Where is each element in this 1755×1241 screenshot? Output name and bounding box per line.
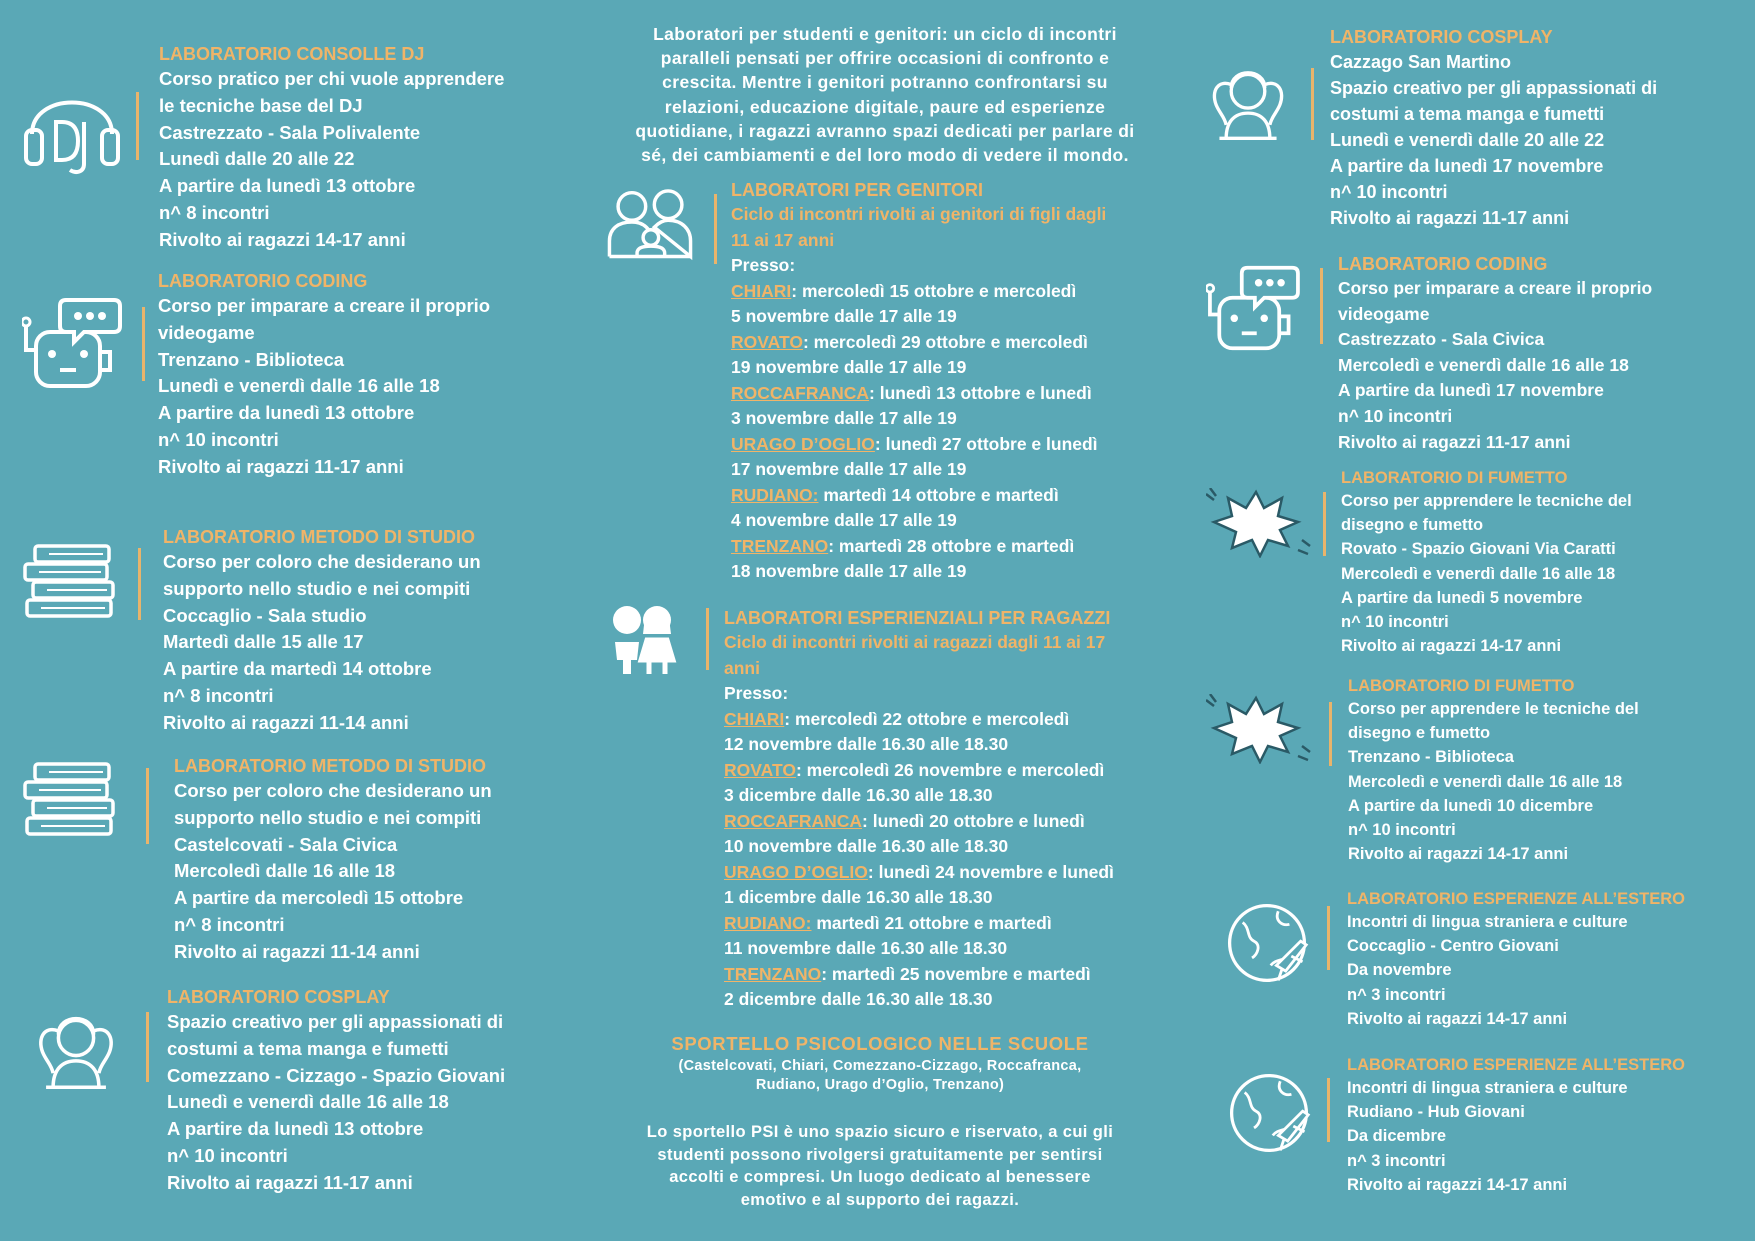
kids-entry: TRENZANO: martedì 25 novembre e martedì (724, 963, 1091, 984)
globe-plane-icon (1226, 1070, 1312, 1156)
entry-date: 4 novembre dalle 17 alle 19 (731, 510, 957, 530)
lab-line: Incontri di lingua straniera e culture (1347, 913, 1628, 931)
place-link[interactable]: ROCCAFRANCA (731, 382, 870, 403)
lab-line: Rovato - Spazio Giovani Via Caratti (1341, 540, 1616, 559)
parents-presso: Presso: (731, 255, 796, 275)
entry-date: 3 novembre dalle 17 alle 19 (731, 408, 957, 428)
lab-line: Lunedì e venerdì dalle 16 alle 18 (158, 375, 440, 397)
comic-burst-icon (1206, 694, 1312, 764)
lab-line: Rivolto ai ragazzi 11-17 anni (158, 455, 404, 477)
lab-line: Corso per apprendere le tecniche del (1348, 700, 1639, 718)
lab-line: Rivolto ai ragazzi 11-14 anni (174, 940, 420, 962)
parents-subtitle: 11 ai 17 anni (731, 229, 835, 250)
lab-line: Da dicembre (1347, 1127, 1447, 1146)
lab-line: Rivolto ai ragazzi 14-17 anni (159, 228, 406, 250)
lab-line: Mercoledì e venerdì dalle 16 alle 18 (1338, 354, 1629, 375)
kids-section (724, 606, 1114, 1013)
lab-line: Martedì dalle 15 alle 17 (163, 631, 364, 653)
parents-entry: RUDIANO: martedì 14 ottobre e martedì (731, 484, 1059, 505)
entry-date: 19 novembre dalle 17 alle 19 (731, 357, 967, 377)
kids-subtitle: anni (724, 657, 760, 678)
divider (1323, 492, 1326, 556)
kids-presso: Presso: (724, 683, 789, 703)
divider (138, 548, 141, 620)
lab-line: Coccaglio - Sala studio (163, 604, 367, 626)
lab-card-left-2 (163, 525, 481, 737)
lab-title: LABORATORIO DI FUMETTO (1341, 469, 1568, 487)
lab-title: LABORATORIO METODO DI STUDIO (163, 527, 476, 547)
lab-line: costumi a tema manga e fumetti (1330, 104, 1605, 124)
lab-line: Corso per imparare a creare il proprio (158, 295, 491, 316)
parents-subtitle: Ciclo di incontri rivolti ai genitori di figli dagli (731, 204, 1107, 224)
lab-line: Rivolto ai ragazzi 14-17 anni (1348, 845, 1569, 864)
divider (142, 307, 145, 381)
globe-plane-icon (1224, 900, 1310, 986)
lab-line: n^ 3 incontri (1347, 985, 1446, 1004)
parents-entry: ROCCAFRANCA: lunedì 13 ottobre e lunedì (731, 382, 1092, 403)
kids-subtitle: Ciclo di incontri rivolti ai ragazzi dagli 11 ai 17 (724, 632, 1106, 652)
lab-line: disegno e fumetto (1341, 516, 1484, 535)
lab-card-left-0 (159, 42, 504, 254)
lab-line: videogame (1338, 303, 1430, 324)
lab-line: A partire da lunedì 13 ottobre (167, 1118, 424, 1140)
kids-entry: CHIARI: mercoledì 22 ottobre e mercoledì (724, 708, 1070, 729)
lab-line: Spazio creativo per gli appassionati di (167, 1011, 504, 1032)
intro-line: relazioni, educazione digitale, paure ed esperienze (664, 96, 1106, 117)
lab-line: Lunedì e venerdì dalle 20 alle 22 (1330, 130, 1605, 150)
entry-date: 18 novembre dalle 17 alle 19 (731, 561, 967, 581)
divider (136, 92, 139, 160)
robot-chat-icon (1206, 264, 1300, 352)
lab-line: Mercoledì e venerdì dalle 16 alle 18 (1341, 564, 1616, 583)
lab-line: n^ 8 incontri (174, 913, 285, 935)
lab-line: Rivolto ai ragazzi 11-17 anni (1338, 431, 1571, 452)
parents-title: LABORATORI PER GENITORI (731, 180, 984, 200)
entry-date: 11 novembre dalle 16.30 alle 18.30 (724, 938, 1008, 958)
divider (1311, 68, 1314, 140)
books-icon (20, 542, 118, 620)
parents-entry: URAGO D’OGLIO: lunedì 27 ottobre e lunedì (731, 433, 1098, 454)
lab-line: Lunedì dalle 20 alle 22 (159, 148, 355, 170)
lab-line: Corso pratico per chi vuole apprendere (159, 68, 505, 89)
lab-line: A partire da lunedì 17 novembre (1330, 156, 1604, 176)
kids-entry: URAGO D’OGLIO: lunedì 24 novembre e lunedì (724, 861, 1114, 882)
intro-line: sé, dei cambiamenti e del loro modo di vedere il mondo. (641, 145, 1129, 166)
lab-line: Rivolto ai ragazzi 11-17 anni (1330, 208, 1570, 228)
lab-title: LABORATORIO CODING (158, 271, 368, 291)
entry-date: 1 dicembre dalle 16.30 alle 18.30 (724, 887, 993, 907)
kids-icon (606, 600, 678, 676)
sportello-body: accolti e compresi. Un luogo dedicato al benessere (669, 1168, 1091, 1186)
divider (1320, 268, 1323, 344)
lab-line: disegno e fumetto (1348, 724, 1491, 743)
lab-line: A partire da martedì 14 ottobre (163, 658, 432, 680)
lab-title: LABORATORIO ESPERIENZE ALL’ESTERO (1347, 890, 1685, 908)
sportello-body: studenti possono rivolgersi gratuitamente per sentirsi (657, 1145, 1103, 1164)
lab-title: LABORATORIO CODING (1338, 254, 1548, 274)
sportello-section (640, 1031, 1120, 1211)
lab-card-right-2 (1341, 467, 1632, 658)
lab-line: Castrezzato - Sala Polivalente (159, 121, 421, 143)
lab-line: A partire da mercoledì 15 ottobre (174, 887, 464, 909)
place-link[interactable]: RUDIANO: (731, 484, 819, 505)
family-icon (606, 180, 694, 264)
place-link[interactable]: URAGO D’OGLIO (731, 433, 875, 454)
lab-card-right-5 (1347, 1054, 1685, 1197)
sportello-body: emotivo e al supporto dei ragazzi. (740, 1190, 1020, 1209)
lab-line: Castelcovati - Sala Civica (174, 833, 398, 855)
lab-line: A partire da lunedì 17 novembre (1338, 380, 1604, 401)
lab-line: Comezzano - Cizzago - Spazio Giovani (167, 1064, 506, 1086)
entry-date: 5 novembre dalle 17 alle 19 (731, 306, 957, 326)
lab-line: Trenzano - Biblioteca (1348, 748, 1514, 767)
comic-burst-icon (1206, 488, 1312, 558)
lab-line: A partire da lunedì 13 ottobre (158, 402, 415, 424)
place-link[interactable]: CHIARI (724, 708, 785, 729)
kids-entry: ROVATO: mercoledì 26 novembre e mercoledì (724, 759, 1105, 780)
place-link[interactable]: URAGO D’OGLIO (724, 861, 868, 882)
intro-line: Laboratori per studenti e genitori: un ciclo di incontri (653, 24, 1117, 44)
lab-line: le tecniche base del DJ (159, 94, 363, 116)
robot-chat-icon (22, 296, 122, 390)
cosplay-girl-icon (1206, 46, 1290, 150)
intro-line: crescita. Mentre i genitori potranno confrontarsi su (662, 72, 1108, 93)
lab-line: n^ 8 incontri (159, 201, 270, 223)
lab-line: supporto nello studio e nei compiti (174, 806, 482, 828)
kids-entry: RUDIANO: martedì 21 ottobre e martedì (724, 912, 1052, 933)
lab-line: n^ 10 incontri (1341, 613, 1449, 632)
intro-text (600, 22, 1170, 167)
lab-line: Rudiano - Hub Giovani (1347, 1103, 1525, 1122)
lab-line: Mercoledì dalle 16 alle 18 (174, 860, 396, 882)
entry-date: 3 dicembre dalle 16.30 alle 18.30 (724, 785, 993, 805)
dj-headphones-icon (22, 72, 122, 176)
lab-line: Spazio creativo per gli appassionati di (1330, 78, 1658, 98)
lab-line: n^ 10 incontri (167, 1144, 288, 1166)
cosplay-girl-icon (32, 992, 120, 1098)
place-link[interactable]: TRENZANO (731, 535, 829, 556)
lab-line: Trenzano - Biblioteca (158, 348, 345, 370)
entry-date: 17 novembre dalle 17 alle 19 (731, 459, 967, 479)
parents-entry: ROVATO: mercoledì 29 ottobre e mercoledì (731, 331, 1088, 352)
kids-entry: ROCCAFRANCA: lunedì 20 ottobre e lunedì (724, 810, 1085, 831)
lab-line: Mercoledì e venerdì dalle 16 alle 18 (1348, 772, 1623, 791)
parents-entry: TRENZANO: martedì 28 ottobre e martedì (731, 535, 1075, 556)
divider (706, 608, 709, 670)
sportello-title: SPORTELLO PSICOLOGICO NELLE SCUOLE (671, 1033, 1089, 1054)
sportello-body: Lo sportello PSI è uno spazio sicuro e riservato, a cui gli (646, 1123, 1114, 1141)
lab-line: Cazzago San Martino (1330, 52, 1512, 72)
lab-line: n^ 8 incontri (163, 684, 274, 706)
lab-line: A partire da lunedì 10 dicembre (1348, 796, 1594, 815)
place-link[interactable]: ROVATO (731, 331, 803, 352)
divider (1329, 702, 1332, 766)
lab-line: Coccaglio - Centro Giovani (1347, 937, 1559, 956)
lab-line: Corso per apprendere le tecniche del (1341, 492, 1632, 510)
lab-line: n^ 10 incontri (1348, 821, 1456, 840)
divider (146, 1012, 149, 1082)
lab-line: A partire da lunedì 5 novembre (1341, 588, 1583, 607)
place-link[interactable]: TRENZANO (724, 963, 822, 984)
parents-section (731, 178, 1106, 585)
entry-date: 2 dicembre dalle 16.30 alle 18.30 (724, 989, 993, 1009)
kids-title: LABORATORI ESPERIENZIALI PER RAGAZZI (724, 608, 1111, 628)
lab-line: n^ 10 incontri (158, 428, 279, 450)
lab-line: n^ 10 incontri (1338, 405, 1453, 426)
divider (146, 768, 149, 844)
parents-entry: CHIARI: mercoledì 15 ottobre e mercoledì (731, 280, 1077, 301)
entry-date: 12 novembre dalle 16.30 alle 18.30 (724, 734, 1009, 754)
divider (1327, 1078, 1330, 1142)
lab-line: n^ 3 incontri (1347, 1151, 1446, 1170)
lab-line: Incontri di lingua straniera e culture (1347, 1079, 1628, 1097)
lab-title: LABORATORIO CONSOLLE DJ (159, 44, 425, 64)
lab-line: videogame (158, 321, 255, 343)
lab-title: LABORATORIO ESPERIENZE ALL’ESTERO (1347, 1056, 1685, 1074)
place-link[interactable]: CHIARI (731, 280, 792, 301)
lab-line: Rivolto ai ragazzi 11-17 anni (167, 1171, 413, 1193)
lab-line: Rivolto ai ragazzi 14-17 anni (1347, 1009, 1568, 1028)
lab-line: Da novembre (1347, 961, 1452, 980)
lab-line: Rivolto ai ragazzi 14-17 anni (1347, 1175, 1568, 1194)
lab-card-right-3 (1348, 675, 1639, 866)
lab-line: n^ 10 incontri (1330, 182, 1448, 202)
lab-line: Corso per imparare a creare il proprio (1338, 278, 1653, 298)
place-link[interactable]: ROVATO (724, 759, 796, 780)
lab-title: LABORATORIO DI FUMETTO (1348, 677, 1575, 695)
place-link[interactable]: RUDIANO: (724, 912, 812, 933)
lab-line: Rivolto ai ragazzi 11-14 anni (163, 711, 409, 733)
sportello-places: (Castelcovati, Chiari, Comezzano-Cizzago, Roccafranca, (678, 1058, 1082, 1074)
lab-card-right-1 (1338, 252, 1652, 455)
lab-line: supporto nello studio e nei compiti (163, 577, 471, 599)
books-icon (20, 760, 118, 838)
lab-card-left-3 (174, 754, 492, 966)
lab-line: Corso per coloro che desiderano un (174, 780, 492, 801)
intro-line: quotidiane, i ragazzi avranno spazi dedicati per parlare di (635, 120, 1135, 141)
lab-card-left-1 (158, 269, 490, 481)
sportello-places: Rudiano, Urago d’Oglio, Trenzano) (755, 1077, 1005, 1093)
place-link[interactable]: ROCCAFRANCA (724, 810, 863, 831)
lab-card-left-4 (167, 985, 505, 1197)
entry-date: 10 novembre dalle 16.30 alle 18.30 (724, 836, 1009, 856)
lab-card-right-0 (1330, 25, 1657, 231)
lab-line: Castrezzato - Sala Civica (1338, 329, 1545, 350)
divider (1327, 906, 1330, 970)
lab-line: costumi a tema manga e fumetti (167, 1037, 449, 1059)
lab-line: A partire da lunedì 13 ottobre (159, 175, 416, 197)
intro-line: paralleli pensati per offrire occasioni di confronto e (660, 48, 1110, 69)
lab-title: LABORATORIO COSPLAY (1330, 27, 1553, 47)
lab-line: Corso per coloro che desiderano un (163, 551, 481, 572)
lab-title: LABORATORIO METODO DI STUDIO (174, 756, 487, 776)
lab-title: LABORATORIO COSPLAY (167, 987, 390, 1007)
lab-line: Rivolto ai ragazzi 14-17 anni (1341, 637, 1562, 656)
lab-card-right-4 (1347, 888, 1685, 1031)
lab-line: Lunedì e venerdì dalle 16 alle 18 (167, 1091, 449, 1113)
divider (714, 194, 717, 264)
